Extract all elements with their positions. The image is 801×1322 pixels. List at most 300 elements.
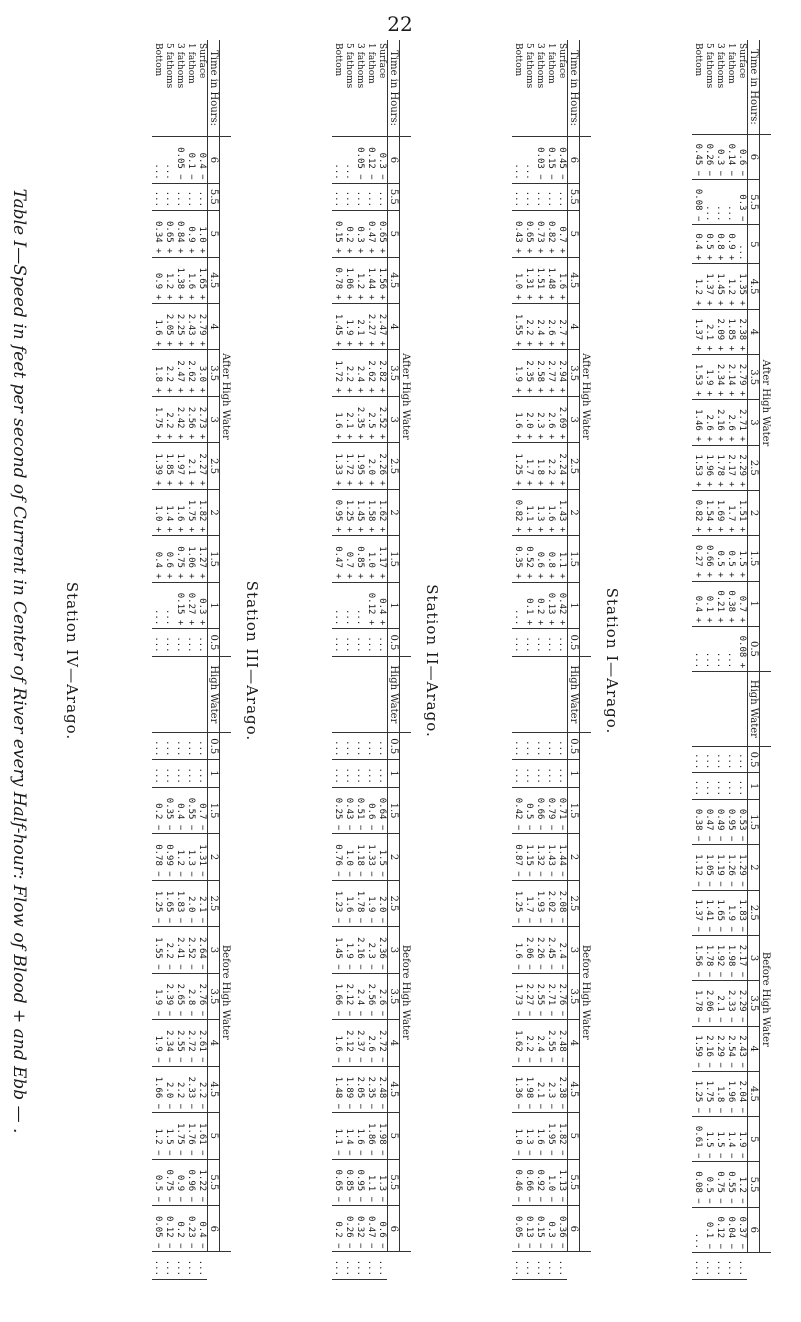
row-label: 1 fathom — [725, 40, 736, 134]
speed-cell: ... — [332, 733, 343, 760]
speed-cell: ... — [736, 746, 748, 773]
speed-cell: 1.6 + — [152, 303, 163, 349]
speed-cell: 1.5 − — [376, 834, 388, 880]
speed-cell: 1.65 − — [714, 890, 725, 935]
column-header: 1.5 — [208, 536, 220, 582]
speed-cell: ... — [736, 773, 748, 800]
speed-cell: 0.99 − — [163, 834, 174, 880]
column-header: 5 — [748, 225, 760, 264]
speed-cell: 0.23 − — [185, 1206, 196, 1252]
speed-cell: 1.36 − — [512, 1066, 523, 1112]
speed-cell: 1.4 − — [725, 1117, 736, 1162]
speed-cell: 1.55 − — [152, 927, 163, 973]
speed-cell: 1.6 + — [185, 257, 196, 303]
column-header: 5 — [568, 211, 580, 257]
speed-cell: ... — [692, 773, 703, 800]
speed-cell: 2.26 − — [534, 927, 545, 973]
speed-cell: 0.21 + — [714, 581, 725, 626]
speed-cell: 0.25 − — [332, 787, 343, 833]
speed-cell: 1.58 + — [365, 489, 376, 535]
speed-cell: 2.26 + — [376, 443, 388, 489]
speed-cell: ... — [174, 183, 185, 210]
speed-cell: 1.82 + — [196, 489, 208, 535]
column-header: 6 — [748, 1207, 760, 1252]
speed-cell: 1.55 + — [512, 303, 523, 349]
speed-cell: 1.75 + — [152, 396, 163, 442]
speed-cell: 1.7 + — [725, 490, 736, 535]
speed-cell: 1.6 − — [512, 927, 523, 973]
speed-cell: 0.13 + — [545, 582, 556, 628]
speed-cell: 2.17 + — [725, 445, 736, 490]
speed-cell: 2.94 + — [556, 350, 568, 396]
speed-cell: 0.92 − — [534, 1159, 545, 1205]
column-header: 3 — [388, 396, 400, 442]
speed-cell: 2.34 − — [163, 1020, 174, 1066]
column-header: 3 — [568, 396, 580, 442]
speed-cell: 2.0 − — [376, 880, 388, 926]
speed-cell: 2.37 − — [354, 1020, 365, 1066]
speed-cell: ... — [523, 183, 534, 210]
group-label-before: Before High Water — [400, 733, 412, 1252]
speed-cell: 0.4 + — [692, 581, 703, 626]
speed-cell: ... — [343, 760, 354, 787]
speed-cell: 0.95 − — [725, 800, 736, 845]
speed-cell: 2.56 − — [365, 973, 376, 1019]
speed-cell: 1.93 − — [534, 880, 545, 926]
row-label: 3 fathoms — [354, 40, 365, 137]
speed-cell: 0.1 − — [703, 1207, 714, 1252]
speed-cell: 1.0 − — [545, 1159, 556, 1205]
speed-cell: 0.7 + — [736, 581, 748, 626]
speed-cell: 0.35 − — [163, 787, 174, 833]
column-header: High Water — [568, 656, 580, 732]
speed-cell: 2.39 − — [163, 973, 174, 1019]
speed-cell: 0.71 − — [556, 787, 568, 833]
speed-cell: 1.53 + — [692, 355, 703, 400]
speed-cell: 0.49 − — [714, 800, 725, 845]
speed-cell: 1.38 + — [174, 257, 185, 303]
column-header: 1 — [568, 582, 580, 628]
speed-cell: 0.32 − — [354, 1206, 365, 1252]
speed-cell: 0.5 + — [703, 225, 714, 264]
table-row — [512, 40, 523, 1280]
speed-cell: 0.45 − — [692, 134, 703, 179]
column-header: 4 — [748, 1026, 760, 1071]
speed-cell: 1.17 + — [376, 536, 388, 582]
speed-cell: 1.29 − — [736, 845, 748, 890]
speed-cell: ... — [332, 1252, 343, 1280]
speed-cell: 2.29 − — [714, 1026, 725, 1071]
speed-cell: 0.34 + — [152, 211, 163, 257]
speed-cell: 0.85 + — [354, 536, 365, 582]
table-row — [196, 40, 208, 1280]
speed-cell: 1.76 − — [185, 1113, 196, 1159]
speed-cell: 1.9 − — [152, 1020, 163, 1066]
speed-cell: 1.37 − — [692, 890, 703, 935]
speed-cell: ... — [332, 582, 343, 628]
speed-cell: 1.3 − — [523, 1113, 534, 1159]
speed-cell: 2.1 − — [714, 981, 725, 1026]
speed-cell: 2.65 − — [174, 973, 185, 1019]
speed-cell: 0.08 − — [692, 180, 703, 225]
speed-cell: 1.13 − — [556, 1159, 568, 1205]
station-title: Station II—Arago. — [423, 584, 441, 738]
speed-cell: ... — [714, 1253, 725, 1280]
speed-cell: ... — [343, 629, 354, 656]
speed-cell: 2.71 + — [736, 400, 748, 445]
speed-cell: ... — [512, 183, 523, 210]
speed-cell: 0.13 − — [523, 1206, 534, 1252]
group-spacer — [580, 40, 592, 137]
row-label: Bottom — [692, 40, 703, 134]
speed-cell: 2.05 + — [163, 303, 174, 349]
speed-cell: 1.8 + — [534, 443, 545, 489]
speed-cell: 1.2 + — [692, 264, 703, 309]
speed-cell: 0.3 − — [545, 1206, 556, 1252]
speed-cell: 1.72 + — [343, 443, 354, 489]
speed-cell: 1.75 − — [174, 1113, 185, 1159]
speed-cell: ... — [725, 1253, 736, 1280]
speed-cell: 0.75 − — [714, 1162, 725, 1207]
speed-cell: ... — [174, 733, 185, 760]
speed-cell: ... — [152, 760, 163, 787]
group-label-before: Before High Water — [580, 733, 592, 1252]
speed-cell: 0.4 − — [196, 137, 208, 183]
column-header: 4 — [208, 1020, 220, 1066]
row-label: 5 fathoms — [163, 40, 174, 137]
speed-cell: 2.38 − — [556, 1066, 568, 1112]
speed-cell: 1.5 − — [703, 1117, 714, 1162]
speed-cell: 1.12 − — [692, 845, 703, 890]
speed-cell: ... — [725, 773, 736, 800]
table-row — [185, 40, 196, 1280]
speed-cell: 0.9 − — [174, 1159, 185, 1205]
speed-cell: ... — [545, 183, 556, 210]
speed-cell: 0.6 + — [163, 536, 174, 582]
speed-cell: ... — [725, 180, 736, 225]
speed-cell: 0.73 + — [534, 211, 545, 257]
speed-cell: 0.7 + — [556, 211, 568, 257]
speed-cell: ... — [512, 629, 523, 656]
speed-cell: ... — [174, 760, 185, 787]
speed-cell: 2.2 − — [523, 1020, 534, 1066]
speed-cell: 2.72 − — [376, 1020, 388, 1066]
speed-cell: ... — [556, 733, 568, 760]
column-header: 5.5 — [568, 183, 580, 210]
column-header: 1.5 — [208, 787, 220, 833]
speed-cell: 1.73 − — [512, 973, 523, 1019]
table-row — [725, 40, 736, 1280]
speed-cell: 2.05 − — [354, 1066, 365, 1112]
speed-cell: 1.22 − — [196, 1159, 208, 1205]
speed-cell: 1.25 + — [343, 489, 354, 535]
table-row — [736, 40, 748, 1280]
speed-cell: 0.4 − — [174, 787, 185, 833]
speed-cell: 1.45 + — [714, 264, 725, 309]
table-row — [152, 40, 163, 1280]
column-header: 2.5 — [388, 443, 400, 489]
speed-cell: 2.69 + — [556, 396, 568, 442]
speed-cell: ... — [332, 629, 343, 656]
speed-cell: 2.1 + — [703, 309, 714, 354]
speed-cell: 1.3 − — [376, 1159, 388, 1205]
speed-cell: 0.55 − — [185, 787, 196, 833]
speed-cell: 2.1 + — [185, 443, 196, 489]
speed-cell: 2.17 − — [736, 935, 748, 980]
speed-cell: 1.25 + — [512, 443, 523, 489]
column-header: 1.5 — [388, 787, 400, 833]
speed-cell: 1.78 − — [703, 935, 714, 980]
speed-cell: ... — [365, 760, 376, 787]
speed-cell: 1.78 − — [354, 880, 365, 926]
column-header: 3.5 — [208, 350, 220, 396]
speed-cell: 2.41 − — [174, 927, 185, 973]
speed-cell: ... — [692, 1253, 703, 1280]
speed-cell: ... — [725, 746, 736, 773]
speed-cell: 1.37 + — [692, 309, 703, 354]
column-header: 2 — [568, 834, 580, 880]
speed-cell: 2.77 + — [545, 350, 556, 396]
high-water-cell — [703, 672, 714, 747]
column-header: 2.5 — [748, 445, 760, 490]
speed-cell: 0.2 − — [174, 1206, 185, 1252]
speed-cell: ... — [343, 1252, 354, 1280]
speed-cell: 2.1 + — [343, 396, 354, 442]
speed-cell: 1.6 + — [545, 489, 556, 535]
column-header: 2.5 — [748, 890, 760, 935]
speed-cell: 2.8 − — [185, 973, 196, 1019]
speed-cell: 2.52 − — [185, 927, 196, 973]
column-header: 0.5 — [388, 629, 400, 656]
column-header: 2 — [208, 834, 220, 880]
column-header: 2 — [388, 489, 400, 535]
row-label: Bottom — [152, 40, 163, 137]
column-header: 2 — [748, 845, 760, 890]
speed-cell: 2.27 − — [523, 973, 534, 1019]
speed-cell: 0.5 + — [725, 536, 736, 581]
speed-cell: 0.42 − — [512, 787, 523, 833]
speed-cell: 0.5 − — [152, 1159, 163, 1205]
speed-cell: 2.47 + — [376, 303, 388, 349]
speed-cell: ... — [152, 582, 163, 628]
speed-cell: 0.2 + — [343, 211, 354, 257]
speed-cell: 1.25 − — [512, 880, 523, 926]
speed-cell: ... — [163, 582, 174, 628]
speed-cell: 0.95 + — [332, 489, 343, 535]
row-label: 5 fathoms — [523, 40, 534, 137]
speed-cell: ... — [545, 733, 556, 760]
speed-cell: 2.58 + — [534, 350, 545, 396]
speed-cell: ... — [152, 183, 163, 210]
row-label: Surface — [196, 40, 208, 137]
row-label: 5 fathoms — [703, 40, 714, 134]
column-header: 1.5 — [388, 536, 400, 582]
speed-cell: ... — [185, 629, 196, 656]
speed-cell: ... — [185, 760, 196, 787]
speed-cell: 2.02 − — [545, 880, 556, 926]
speed-cell: 0.15 − — [545, 137, 556, 183]
column-header: 1.5 — [748, 800, 760, 845]
column-header: 4.5 — [388, 1066, 400, 1112]
speed-cell: 0.9 + — [152, 257, 163, 303]
row-label: Bottom — [332, 40, 343, 137]
table-row — [174, 40, 185, 1280]
speed-cell: 0.6 − — [365, 787, 376, 833]
speed-cell: 0.75 + — [174, 536, 185, 582]
column-header: 6 — [208, 1206, 220, 1252]
speed-cell: 1.7 + — [523, 443, 534, 489]
speed-cell: 1.0 + — [365, 536, 376, 582]
speed-cell: 0.47 − — [703, 800, 714, 845]
column-header: 1.5 — [568, 536, 580, 582]
speed-cell: 2.76 − — [196, 973, 208, 1019]
speed-cell: 0.76 − — [332, 834, 343, 880]
speed-cell: 2.76 − — [556, 973, 568, 1019]
speed-cell: 0.82 + — [692, 490, 703, 535]
speed-cell: 1.37 + — [703, 264, 714, 309]
speed-cell: 1.45 − — [332, 927, 343, 973]
speed-cell: 2.3 − — [365, 927, 376, 973]
speed-cell: 2.2 − — [163, 927, 174, 973]
speed-cell: 1.89 − — [343, 1066, 354, 1112]
speed-cell: 0.26 − — [343, 1206, 354, 1252]
column-header: 5 — [748, 1117, 760, 1162]
speed-cell: 2.2 − — [174, 1066, 185, 1112]
speed-cell: ... — [343, 137, 354, 183]
speed-cell: ... — [343, 183, 354, 210]
column-header: 2 — [208, 489, 220, 535]
speed-cell: 1.0 + — [152, 489, 163, 535]
speed-cell: 1.85 + — [163, 443, 174, 489]
speed-cell: ... — [703, 746, 714, 773]
speed-cell: 2.4 − — [556, 927, 568, 973]
speed-cell: 2.12 − — [343, 973, 354, 1019]
speed-cell: ... — [512, 582, 523, 628]
column-header: 4 — [748, 309, 760, 354]
column-header: 5 — [208, 1113, 220, 1159]
speed-cell: 1.9 − — [736, 1117, 748, 1162]
row-label: 1 fathom — [185, 40, 196, 137]
speed-cell: ... — [163, 137, 174, 183]
row-label: 3 fathoms — [174, 40, 185, 137]
column-header: 0.5 — [748, 746, 760, 773]
speed-cell: 1.44 − — [556, 834, 568, 880]
speed-cell: 0.7 + — [343, 536, 354, 582]
speed-cell: 1.65 + — [196, 257, 208, 303]
speed-cell: 1.54 + — [703, 490, 714, 535]
speed-cell: ... — [354, 183, 365, 210]
group-label-before: Before High Water — [220, 733, 232, 1252]
table-row — [163, 40, 174, 1280]
speed-cell: ... — [343, 733, 354, 760]
row-label: Surface — [736, 40, 748, 134]
speed-cell: 2.62 + — [185, 350, 196, 396]
speed-cell: ... — [343, 582, 354, 628]
speed-cell: 0.9 + — [725, 225, 736, 264]
speed-cell: 1.98 − — [376, 1113, 388, 1159]
speed-cell: 1.44 + — [365, 257, 376, 303]
speed-cell: 1.6 + — [556, 257, 568, 303]
high-water-cell — [152, 656, 163, 732]
column-header: 1 — [208, 760, 220, 787]
speed-cell: 0.7 − — [196, 787, 208, 833]
speed-cell: ... — [512, 137, 523, 183]
speed-cell: 2.4 + — [534, 303, 545, 349]
speed-cell: 0.6 − — [736, 134, 748, 179]
speed-cell: 1.69 + — [714, 490, 725, 535]
column-header: Time in Hours: — [748, 40, 760, 134]
column-header: 1 — [748, 581, 760, 626]
speed-cell: 1.72 + — [332, 350, 343, 396]
table-row — [545, 40, 556, 1280]
station-title: Station IV—Arago. — [63, 581, 81, 741]
speed-cell: 0.27 + — [692, 536, 703, 581]
speed-cell: 0.04 − — [725, 1207, 736, 1252]
speed-cell: 1.9 + — [703, 355, 714, 400]
speed-cell: 1.46 + — [692, 400, 703, 445]
column-header: 3 — [208, 927, 220, 973]
speed-cell: 1.39 + — [152, 443, 163, 489]
speed-cell: 0.65 + — [163, 211, 174, 257]
speed-cell: ... — [354, 1252, 365, 1280]
speed-cell: 1.31 + — [523, 257, 534, 303]
column-header: 5.5 — [388, 183, 400, 210]
high-water-cell — [332, 656, 343, 732]
column-header: 0.5 — [568, 733, 580, 760]
column-header: 3.5 — [748, 355, 760, 400]
speed-cell: 0.66 − — [534, 787, 545, 833]
speed-cell: 2.5 + — [365, 396, 376, 442]
speed-cell: ... — [703, 626, 714, 671]
speed-cell: 1.25 − — [152, 880, 163, 926]
group-label-after: After High Water — [220, 137, 232, 656]
high-water-cell — [376, 656, 388, 732]
column-header: 1.5 — [748, 536, 760, 581]
row-label: Bottom — [512, 40, 523, 137]
speed-cell: 1.6 + — [332, 396, 343, 442]
speed-cell: 0.12 − — [365, 137, 376, 183]
speed-cell: 2.55 − — [534, 973, 545, 1019]
speed-cell: 0.38 − — [692, 800, 703, 845]
column-header: 5.5 — [748, 1162, 760, 1207]
speed-cell: 1.97 + — [174, 443, 185, 489]
speed-cell: 2.73 + — [196, 396, 208, 442]
speed-cell: ... — [332, 183, 343, 210]
speed-cell: 1.1 − — [332, 1113, 343, 1159]
speed-cell: 1.95 − — [545, 1113, 556, 1159]
speed-cell: 1.62 − — [512, 1020, 523, 1066]
speed-cell: ... — [534, 760, 545, 787]
speed-cell: 0.52 + — [523, 536, 534, 582]
speed-cell: 2.09 + — [714, 309, 725, 354]
station-title: Station I—Arago. — [603, 587, 621, 735]
speed-cell: 0.4 + — [692, 225, 703, 264]
speed-cell: ... — [512, 760, 523, 787]
column-header: Time in Hours: — [388, 40, 400, 137]
speed-cell: 1.2 + — [725, 264, 736, 309]
speed-cell: 0.78 + — [332, 257, 343, 303]
column-header: High Water — [748, 672, 760, 747]
speed-cell: 2.2 − — [196, 1066, 208, 1112]
column-header: 1 — [748, 773, 760, 800]
column-header: 3.5 — [388, 350, 400, 396]
speed-cell: 1.45 + — [354, 489, 365, 535]
speed-cell: 1.2 + — [163, 257, 174, 303]
speed-cell: 0.2 − — [152, 787, 163, 833]
column-header: 2 — [568, 489, 580, 535]
speed-cell: 1.48 − — [332, 1066, 343, 1112]
speed-cell: 1.0 − — [343, 834, 354, 880]
